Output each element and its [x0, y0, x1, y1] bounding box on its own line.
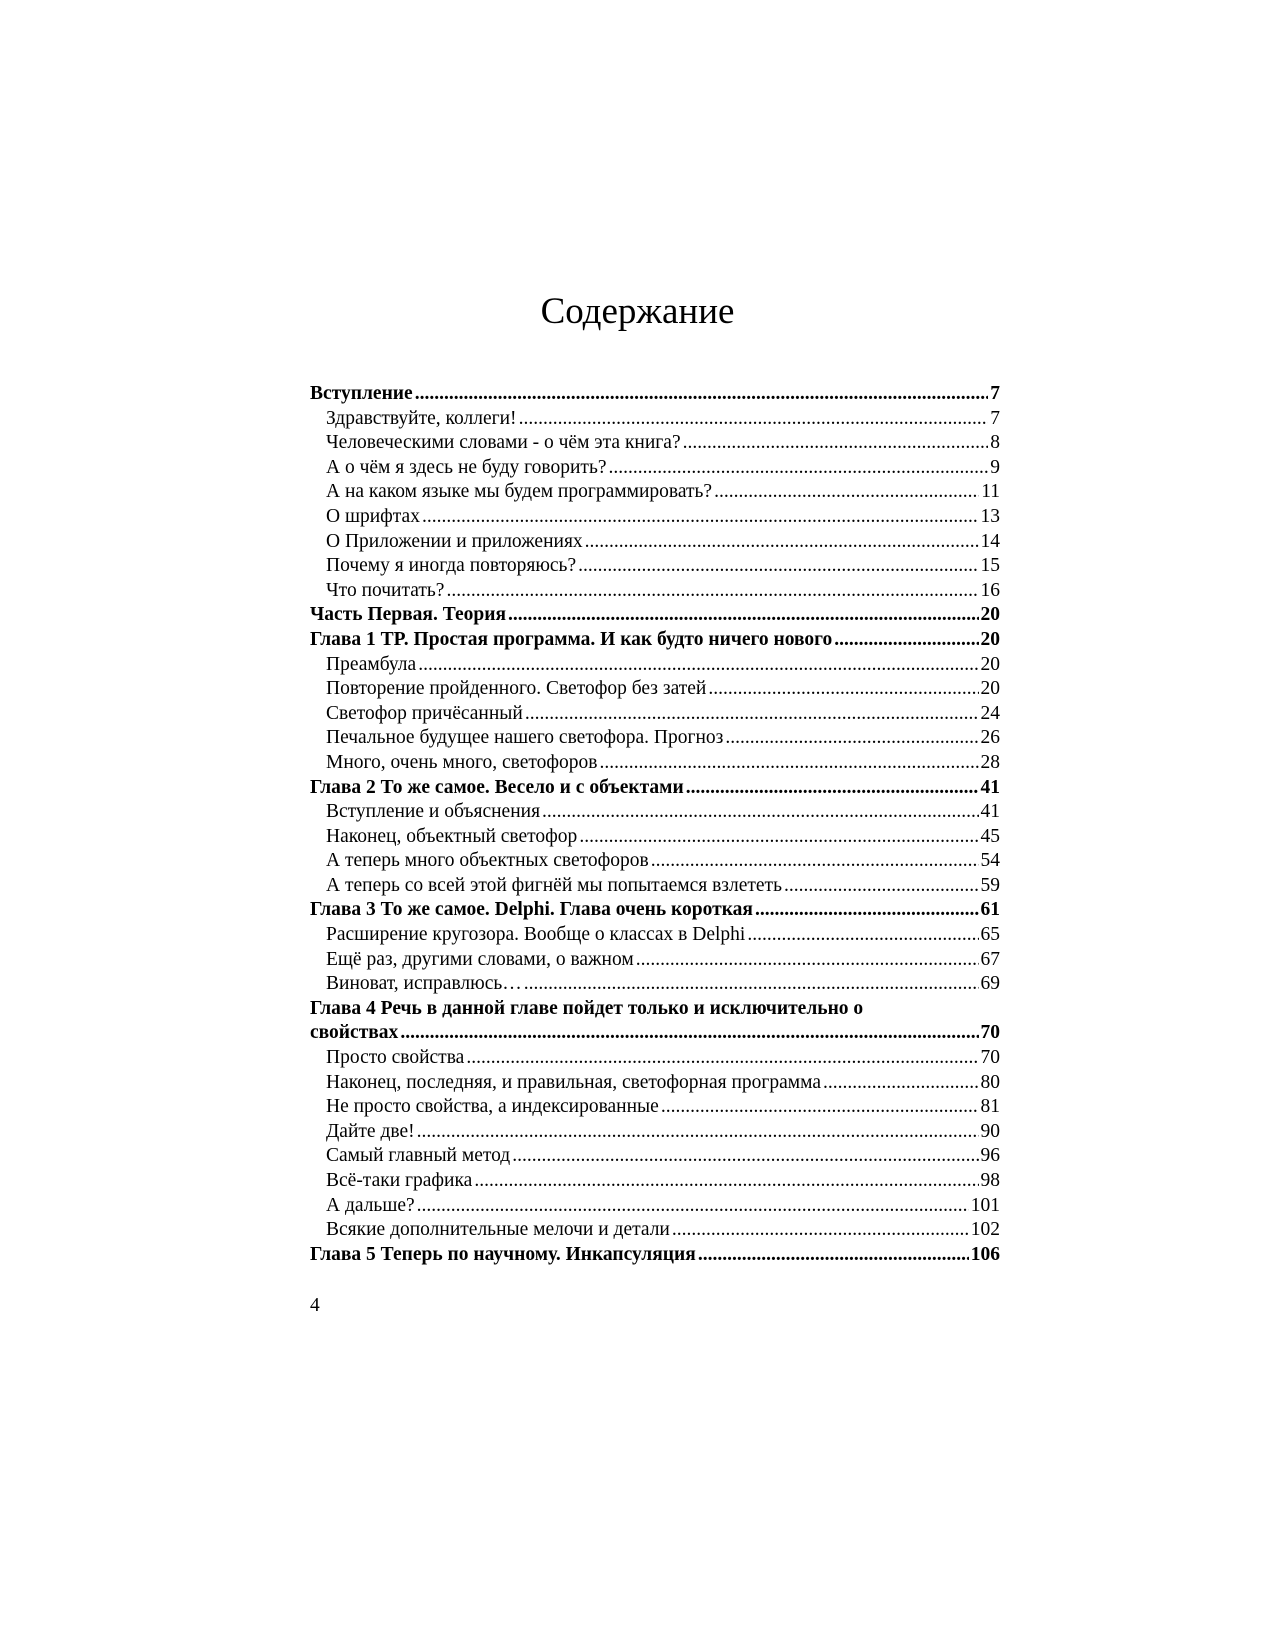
- toc-entry-page: 7: [990, 383, 1000, 404]
- toc-entry[interactable]: [310, 972, 1000, 997]
- toc-entry-text: Самый главный метод: [326, 1145, 511, 1167]
- dot-leader: [418, 653, 978, 678]
- toc-entry-text: Всякие дополнительные мелочи и детали: [326, 1219, 670, 1241]
- dot-leader: [683, 431, 989, 456]
- toc-entry[interactable]: [310, 1046, 1000, 1071]
- toc-entry[interactable]: [310, 997, 1000, 1046]
- toc-entry-text: Дайте две!: [326, 1120, 415, 1142]
- toc-entry[interactable]: [310, 800, 1000, 825]
- toc-entry-text: Наконец, последняя, и правильная, светофорная программа: [326, 1071, 822, 1093]
- toc-entry-page: 20: [980, 604, 1000, 626]
- dot-leader: [417, 1120, 979, 1145]
- toc-entry-page: 81: [980, 1096, 1000, 1118]
- dot-leader: [415, 382, 989, 407]
- toc-entry[interactable]: [310, 751, 1000, 776]
- toc-entry-page: 7: [990, 407, 1000, 429]
- dot-leader: [400, 1021, 978, 1046]
- toc-entry[interactable]: [310, 1243, 1000, 1268]
- toc-entry-page: 106: [970, 1243, 1000, 1265]
- toc-entry-page: 11: [981, 481, 1000, 503]
- page-title: Содержание: [540, 291, 735, 332]
- dot-leader: [672, 1218, 969, 1243]
- dot-leader: [661, 1095, 979, 1120]
- toc-entry-page: 20: [980, 678, 1000, 700]
- toc-entry-page: 20: [980, 628, 1000, 650]
- toc-entry[interactable]: [310, 653, 1000, 678]
- toc-entry[interactable]: [310, 431, 1000, 456]
- dot-leader: [519, 407, 989, 432]
- dot-leader: [579, 825, 978, 850]
- toc-entry-text: А дальше?: [326, 1194, 415, 1216]
- toc-entry[interactable]: [310, 579, 1000, 604]
- toc-entry-page: 59: [980, 874, 1000, 896]
- toc-entry[interactable]: [310, 898, 1000, 923]
- toc-entry-text: Часть Первая. Теория: [310, 604, 507, 626]
- toc-entry-page: 61: [980, 899, 1000, 921]
- toc-entry-page: 54: [980, 850, 1000, 872]
- dot-leader: [609, 456, 989, 481]
- toc-entry[interactable]: [310, 530, 1000, 555]
- toc-entry-page: 26: [980, 727, 1000, 749]
- toc-entry-text: Виноват, исправлюсь…: [326, 973, 522, 995]
- toc-entry-text: А теперь много объектных светофоров: [326, 850, 649, 872]
- toc-entry-text: Преамбула: [326, 653, 417, 675]
- toc-entry-text: А на каком языке мы будем программировать?: [326, 481, 713, 503]
- toc-entry-page: 16: [980, 579, 1000, 601]
- dot-leader: [686, 776, 979, 801]
- dot-leader: [508, 603, 978, 628]
- toc-entry-text: Глава 5 Теперь по научному. Инкапсуляция: [310, 1243, 696, 1265]
- dot-leader: [747, 923, 978, 948]
- toc-entry-page: 101: [970, 1194, 1000, 1216]
- toc-entry-text: Просто свойства: [326, 1047, 465, 1069]
- toc-entry[interactable]: [310, 1120, 1000, 1145]
- toc-entry[interactable]: [310, 1194, 1000, 1219]
- toc-entry-text: О Приложении и приложениях: [326, 530, 583, 552]
- toc-entry-page: 90: [980, 1120, 1000, 1142]
- toc-entry-page: 102: [970, 1219, 1000, 1241]
- dot-leader: [524, 972, 979, 997]
- toc-entry-page: 70: [980, 1022, 1000, 1044]
- toc-entry-text: Светофор причёсанный: [326, 702, 523, 724]
- toc-entry[interactable]: [310, 849, 1000, 874]
- toc-entry[interactable]: [310, 1144, 1000, 1169]
- toc-entry-text: О шрифтах: [326, 505, 420, 527]
- toc-entry[interactable]: [310, 1095, 1000, 1120]
- toc-entry[interactable]: [310, 554, 1000, 579]
- toc-entry-text: Повторение пройденного. Светофор без затей: [326, 678, 707, 700]
- toc-entry-text: Что почитать?: [326, 579, 445, 601]
- toc-entry-continuation: [310, 1021, 1000, 1046]
- toc-entry-text: Вступление и объяснения: [326, 801, 541, 823]
- dot-leader: [446, 579, 978, 604]
- toc-entry[interactable]: [310, 1071, 1000, 1096]
- dot-leader: [600, 751, 979, 776]
- dot-leader: [525, 702, 979, 727]
- toc-entry-text: Много, очень много, светофоров: [326, 751, 598, 773]
- toc-entry-text: Вступление: [310, 383, 413, 404]
- dot-leader: [422, 505, 979, 530]
- toc-entry-page: 20: [980, 653, 1000, 675]
- dot-leader: [585, 530, 979, 555]
- toc-entry-text: Глава 2 То же самое. Весело и с объектами: [310, 776, 684, 798]
- toc-entry-page: 69: [980, 973, 1000, 995]
- toc-entry-text: А теперь со всей этой фигнёй мы попытаемся взлететь: [326, 874, 782, 896]
- dot-leader: [708, 677, 978, 702]
- toc-entry-page: 15: [980, 555, 1000, 577]
- toc-entry-page: 14: [980, 530, 1000, 552]
- toc-entry[interactable]: [310, 480, 1000, 505]
- toc-entry[interactable]: [310, 407, 1000, 432]
- toc-entry-page: 24: [980, 702, 1000, 724]
- toc-entry-page: 80: [980, 1071, 1000, 1093]
- dot-leader: [466, 1046, 978, 1071]
- toc-entry-page: 28: [980, 751, 1000, 773]
- toc-entry-page: 70: [980, 1047, 1000, 1069]
- toc-entry-page: 41: [980, 801, 1000, 823]
- toc-entry-text: Глава 1 TP. Простая программа. И как будто ничего нового: [310, 628, 833, 650]
- toc-entry-text: Не просто свойства, а индексированные: [326, 1096, 659, 1118]
- dot-leader: [542, 800, 978, 825]
- toc-entry[interactable]: [310, 825, 1000, 850]
- dot-leader: [755, 898, 979, 923]
- toc-entry-text: Печальное будущее нашего светофора. Прогноз: [326, 727, 724, 749]
- toc-entry-text: Расширение кругозора. Вообще о классах в Delphi: [326, 924, 746, 946]
- toc-entry[interactable]: [310, 702, 1000, 727]
- dot-leader: [578, 554, 978, 579]
- toc-entry-text: Здравствуйте, коллеги!: [326, 407, 517, 429]
- dot-leader: [823, 1071, 978, 1096]
- toc-entry-text: А о чём я здесь не буду говорить?: [326, 456, 607, 478]
- dot-leader: [636, 948, 979, 973]
- toc-entry-text: Глава 3 То же самое. Delphi. Глава очень короткая: [310, 899, 753, 921]
- toc-entry[interactable]: [310, 1218, 1000, 1243]
- toc-entry-page: 9: [990, 456, 1000, 478]
- toc-entry[interactable]: [310, 505, 1000, 530]
- toc-entry-text: Человеческими словами - о чём эта книга?: [326, 432, 681, 454]
- dot-leader: [834, 628, 978, 653]
- toc-entry-page: 8: [990, 432, 1000, 454]
- toc-entry-page: 67: [980, 948, 1000, 970]
- dot-leader: [417, 1194, 969, 1219]
- toc-entry[interactable]: [310, 923, 1000, 948]
- toc-entry-page: 98: [980, 1170, 1000, 1191]
- toc-entry-page: 13: [980, 505, 1000, 527]
- toc-entry-page: 41: [980, 776, 1000, 798]
- dot-leader: [698, 1243, 969, 1268]
- toc-entry[interactable]: [310, 726, 1000, 751]
- toc-entry-page: 96: [980, 1145, 1000, 1167]
- dot-leader: [474, 1169, 978, 1194]
- toc-entry[interactable]: [310, 776, 1000, 801]
- page-number: 4: [310, 1295, 320, 1316]
- toc-entry[interactable]: [310, 874, 1000, 899]
- toc-entry-text: Глава 4 Речь в данной главе пойдет только и исключительно о: [310, 997, 864, 1019]
- table-of-contents: [310, 382, 1000, 1267]
- toc-entry[interactable]: [310, 677, 1000, 702]
- toc-entry[interactable]: [310, 456, 1000, 481]
- toc-entry-page: 45: [980, 825, 1000, 847]
- toc-entry[interactable]: [310, 382, 1000, 407]
- dot-leader: [784, 874, 979, 899]
- toc-entry[interactable]: [310, 1169, 1000, 1194]
- dot-leader: [725, 726, 978, 751]
- toc-entry[interactable]: [310, 628, 1000, 653]
- toc-entry-text: Почему я иногда повторяюсь?: [326, 555, 577, 577]
- dot-leader: [512, 1144, 978, 1169]
- toc-entry-page: 65: [980, 924, 1000, 946]
- toc-entry-text: Всё-таки графика: [326, 1170, 473, 1191]
- dot-leader: [714, 480, 979, 505]
- dot-leader: [651, 849, 979, 874]
- toc-entry-text: Ещё раз, другими словами, о важном: [326, 948, 634, 970]
- toc-entry-text-cont: свойствах: [310, 1022, 399, 1044]
- toc-entry[interactable]: [310, 948, 1000, 973]
- toc-entry-text: Наконец, объектный светофор: [326, 825, 578, 847]
- toc-entry[interactable]: [310, 603, 1000, 628]
